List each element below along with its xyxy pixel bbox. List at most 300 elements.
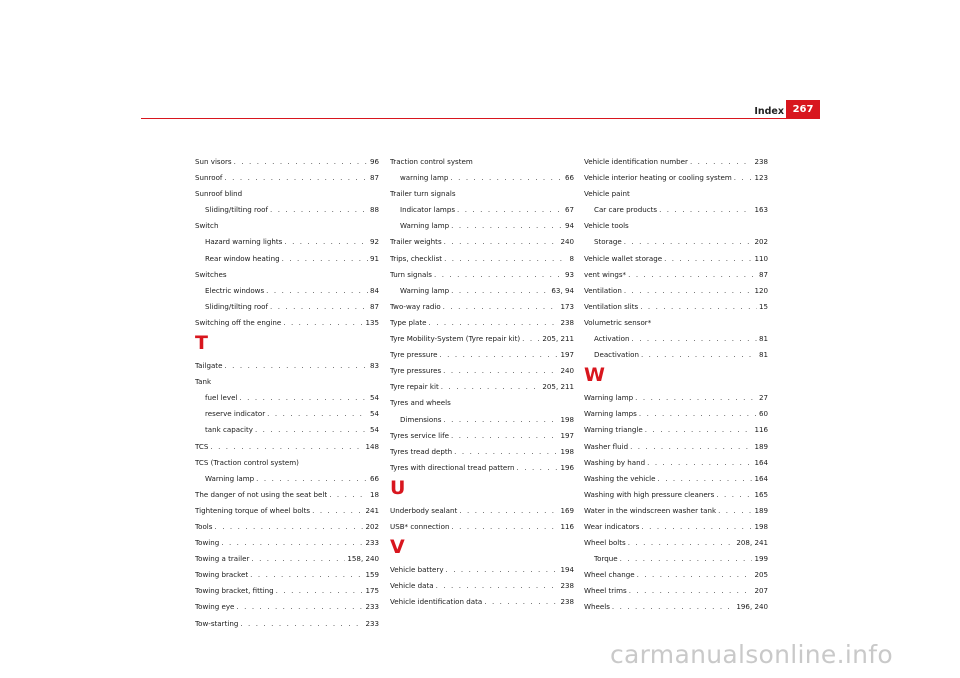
entry-term: Water in the windscreen washer tank xyxy=(584,505,717,515)
index-subentry xyxy=(195,390,379,406)
section-letter: T xyxy=(195,332,208,355)
entry-term: Warning lamps xyxy=(584,409,637,419)
dot-leader xyxy=(459,503,558,519)
dot-leader xyxy=(439,347,558,363)
dot-leader xyxy=(659,202,752,218)
index-subentry xyxy=(390,283,574,299)
entry-term: Warning lamp xyxy=(205,473,255,483)
dot-leader xyxy=(284,234,368,250)
entry-page-ref: 15 xyxy=(758,301,768,311)
dot-leader xyxy=(270,299,368,315)
index-entry xyxy=(195,455,379,471)
header-rule xyxy=(141,118,820,119)
dot-leader xyxy=(639,406,757,422)
entry-term: Tyre pressures xyxy=(390,366,442,376)
entry-page-ref: 87 xyxy=(369,301,379,311)
entry-term: Vehicle paint xyxy=(584,189,630,199)
index-entry xyxy=(584,422,768,438)
entry-term: Sun visors xyxy=(195,157,232,166)
entry-page-ref: 194 xyxy=(560,565,574,575)
entry-term: Underbody sealant xyxy=(390,505,458,515)
index-subentry xyxy=(390,202,574,218)
entry-term: Switches xyxy=(195,269,227,279)
entry-term: Washing with high pressure cleaners xyxy=(584,489,715,499)
dot-leader xyxy=(641,519,752,535)
index-entry xyxy=(390,315,574,331)
entry-term: Deactivation xyxy=(594,350,639,360)
entry-page-ref: 27 xyxy=(758,393,768,403)
entry-term: Washer fluid xyxy=(584,441,629,451)
entry-term: Switch xyxy=(195,221,219,231)
entry-page-ref: 165 xyxy=(754,489,768,499)
watermark: carmanualsonline.info xyxy=(610,640,893,669)
entry-page-ref: 110 xyxy=(754,253,768,263)
entry-page-ref: 135 xyxy=(365,317,379,327)
entry-term: Sliding/tilting roof xyxy=(205,205,268,215)
entry-term: Ventilation xyxy=(584,285,622,295)
entry-page-ref: 205, 211 xyxy=(542,334,574,344)
entry-page-ref: 208, 241 xyxy=(736,538,768,548)
page-number-badge: 267 xyxy=(786,100,820,118)
dot-leader xyxy=(250,567,363,583)
index-entry xyxy=(584,583,768,599)
index-entry xyxy=(195,374,379,390)
dot-leader xyxy=(624,234,753,250)
dot-leader xyxy=(267,406,368,422)
entry-page-ref: 123 xyxy=(754,173,768,183)
dot-leader xyxy=(451,428,558,444)
dot-leader xyxy=(210,439,363,455)
dot-leader xyxy=(443,363,558,379)
entry-term: Trailer weights xyxy=(390,237,442,247)
index-entry xyxy=(584,390,768,406)
entry-term: Sunroof xyxy=(195,173,223,183)
entry-page-ref: 238 xyxy=(560,581,574,591)
dot-leader xyxy=(234,154,368,170)
index-column-3 xyxy=(584,154,768,616)
index-entry xyxy=(584,283,768,299)
index-entry xyxy=(390,379,574,395)
dot-leader xyxy=(444,234,559,250)
dot-leader xyxy=(451,218,563,234)
entry-page-ref: 96 xyxy=(369,157,379,166)
dot-leader xyxy=(276,583,364,599)
entry-term: Vehicle battery xyxy=(390,565,444,575)
entry-term: Tightening torque of wheel bolts xyxy=(195,505,311,515)
entry-term: fuel level xyxy=(205,393,238,403)
entry-page-ref: 169 xyxy=(560,505,574,515)
index-entry xyxy=(584,251,768,267)
entry-term: Vehicle tools xyxy=(584,221,629,231)
index-entry xyxy=(390,299,574,315)
dot-leader xyxy=(716,487,752,503)
entry-page-ref: 233 xyxy=(365,618,379,628)
dot-leader xyxy=(734,170,753,186)
entry-term: Tyres and wheels xyxy=(390,398,451,408)
index-subentry xyxy=(390,170,574,186)
entry-page-ref: 66 xyxy=(564,173,574,183)
index-subentry xyxy=(390,218,574,234)
index-subentry xyxy=(584,234,768,250)
entry-page-ref: 66 xyxy=(369,473,379,483)
index-entry xyxy=(390,251,574,267)
entry-term: Tyre pressure xyxy=(390,350,438,360)
entry-term: Warning lamp xyxy=(400,221,450,231)
dot-leader xyxy=(329,487,368,503)
dot-leader xyxy=(637,567,753,583)
entry-term: Rear window heating xyxy=(205,253,280,263)
entry-term: Hazard warning lights xyxy=(205,237,283,247)
dot-leader xyxy=(624,283,753,299)
entry-term: Vehicle identification number xyxy=(584,157,688,166)
entry-page-ref: 120 xyxy=(754,285,768,295)
index-entry xyxy=(584,218,768,234)
entry-term: Vehicle wallet storage xyxy=(584,253,663,263)
entry-term: Two-way radio xyxy=(390,301,441,311)
dot-leader xyxy=(628,267,757,283)
entry-term: Towing eye xyxy=(195,602,235,612)
index-subentry xyxy=(584,202,768,218)
entry-term: Tyres tread depth xyxy=(390,446,453,456)
index-subentry xyxy=(195,251,379,267)
index-entry xyxy=(195,439,379,455)
entry-page-ref: 196 xyxy=(560,462,574,472)
index-entry xyxy=(195,315,379,331)
dot-leader xyxy=(641,347,757,363)
entry-page-ref: 54 xyxy=(369,425,379,435)
index-entry xyxy=(390,519,574,535)
index-entry xyxy=(584,170,768,186)
dot-leader xyxy=(255,422,368,438)
index-entry xyxy=(584,567,768,583)
entry-page-ref: 91 xyxy=(369,253,379,263)
dot-leader xyxy=(632,331,757,347)
entry-term: USB* connection xyxy=(390,521,450,531)
dot-leader xyxy=(628,535,735,551)
index-subentry xyxy=(195,299,379,315)
dot-leader xyxy=(718,503,752,519)
index-entry xyxy=(584,503,768,519)
section-letter: V xyxy=(390,536,405,559)
dot-leader xyxy=(283,315,363,331)
entry-term: Storage xyxy=(594,237,622,247)
dot-leader xyxy=(236,599,363,615)
index-subentry xyxy=(195,234,379,250)
entry-term: Ventilation slits xyxy=(584,301,639,311)
entry-page-ref: 198 xyxy=(560,446,574,456)
entry-term: Trailer turn signals xyxy=(390,189,456,199)
entry-term: Turn signals xyxy=(390,269,432,279)
entry-page-ref: 148 xyxy=(365,441,379,451)
entry-term: Tyre Mobility-System (Tyre repair kit) xyxy=(390,334,521,344)
entry-page-ref: 159 xyxy=(365,570,379,580)
entry-term: Indicator lamps xyxy=(400,205,456,215)
entry-term: Sunroof blind xyxy=(195,189,243,199)
entry-page-ref: 60 xyxy=(758,409,768,419)
entry-term: tank capacity xyxy=(205,425,253,435)
index-subentry xyxy=(584,331,768,347)
dot-leader xyxy=(640,299,757,315)
entry-term: Washing by hand xyxy=(584,457,646,467)
index-entry xyxy=(390,562,574,578)
index-entry xyxy=(195,154,379,170)
entry-term: Towing bracket xyxy=(195,570,249,580)
dot-leader xyxy=(647,455,752,471)
index-subentry xyxy=(584,551,768,567)
dot-leader xyxy=(312,503,363,519)
entry-page-ref: 54 xyxy=(369,393,379,403)
entry-page-ref: 18 xyxy=(369,489,379,499)
dot-leader xyxy=(451,519,558,535)
entry-term: Towing xyxy=(195,538,220,548)
entry-page-ref: 240 xyxy=(560,366,574,376)
dot-leader xyxy=(282,251,368,267)
entry-term: reserve indicator xyxy=(205,409,266,419)
entry-page-ref: 116 xyxy=(754,425,768,435)
index-entry xyxy=(195,186,379,202)
index-entry xyxy=(195,567,379,583)
dot-leader xyxy=(443,412,558,428)
entry-page-ref: 238 xyxy=(754,157,768,166)
index-entry xyxy=(195,503,379,519)
index-entry xyxy=(390,363,574,379)
dot-leader xyxy=(629,583,753,599)
dot-leader xyxy=(690,154,752,170)
dot-leader xyxy=(454,444,558,460)
entry-term: Torque xyxy=(594,554,618,564)
entry-term: Type plate xyxy=(390,317,427,327)
entry-term: Wheel bolts xyxy=(584,538,626,548)
dot-leader xyxy=(224,170,368,186)
dot-leader xyxy=(436,578,559,594)
entry-page-ref: 81 xyxy=(758,334,768,344)
dot-leader xyxy=(620,551,753,567)
entry-term: Vehicle data xyxy=(390,581,434,591)
entry-term: Activation xyxy=(594,334,630,344)
entry-page-ref: 196, 240 xyxy=(736,602,768,612)
dot-leader xyxy=(221,535,363,551)
dot-leader xyxy=(645,422,753,438)
dot-leader xyxy=(630,439,752,455)
index-entry xyxy=(390,154,574,170)
entry-page-ref: 81 xyxy=(758,350,768,360)
entry-term: Dimensions xyxy=(400,414,442,424)
index-entry xyxy=(390,460,574,476)
entry-term: Wheels xyxy=(584,602,610,612)
dot-leader xyxy=(517,460,559,476)
dot-leader xyxy=(224,358,368,374)
index-entry xyxy=(584,439,768,455)
index-entry xyxy=(390,444,574,460)
entry-term: vent wings* xyxy=(584,269,627,279)
index-entry xyxy=(584,455,768,471)
entry-term: Washing the vehicle xyxy=(584,473,656,483)
dot-leader xyxy=(251,551,345,567)
index-column-2 xyxy=(390,154,574,610)
entry-page-ref: 164 xyxy=(754,457,768,467)
index-entry xyxy=(390,428,574,444)
dot-leader xyxy=(240,616,363,632)
entry-page-ref: 199 xyxy=(754,554,768,564)
dot-leader xyxy=(256,471,368,487)
entry-page-ref: 207 xyxy=(754,586,768,596)
index-subentry xyxy=(390,412,574,428)
index-entry xyxy=(584,487,768,503)
entry-term: Wear indicators xyxy=(584,521,640,531)
index-entry xyxy=(390,186,574,202)
index-entry xyxy=(390,267,574,283)
entry-page-ref: 205 xyxy=(754,570,768,580)
entry-page-ref: 54 xyxy=(369,409,379,419)
index-entry xyxy=(584,599,768,615)
entry-page-ref: 189 xyxy=(754,441,768,451)
dot-leader xyxy=(266,283,368,299)
entry-page-ref: 83 xyxy=(369,361,379,371)
entry-page-ref: 164 xyxy=(754,473,768,483)
entry-page-ref: 198 xyxy=(560,414,574,424)
index-entry xyxy=(584,471,768,487)
dot-leader xyxy=(522,331,540,347)
index-subentry xyxy=(195,283,379,299)
dot-leader xyxy=(239,390,368,406)
dot-leader xyxy=(450,170,563,186)
entry-term: Tyre repair kit xyxy=(390,382,439,392)
entry-term: Tools xyxy=(195,521,213,531)
entry-term: Sliding/tilting roof xyxy=(205,301,268,311)
dot-leader xyxy=(451,283,549,299)
entry-page-ref: 197 xyxy=(560,350,574,360)
entry-page-ref: 198 xyxy=(754,521,768,531)
page-title: Index xyxy=(754,106,784,117)
index-entry xyxy=(195,551,379,567)
dot-leader xyxy=(443,299,559,315)
entry-page-ref: 92 xyxy=(369,237,379,247)
entry-term: Warning lamp xyxy=(400,285,450,295)
entry-page-ref: 238 xyxy=(560,597,574,607)
entry-page-ref: 93 xyxy=(564,269,574,279)
entry-page-ref: 205, 211 xyxy=(542,382,574,392)
index-entry xyxy=(195,599,379,615)
entry-term: Wheel change xyxy=(584,570,635,580)
index-subentry xyxy=(195,422,379,438)
entry-page-ref: 8 xyxy=(569,253,574,263)
index-entry xyxy=(195,535,379,551)
index-entry xyxy=(390,578,574,594)
index-entry xyxy=(390,395,574,411)
section-letter: W xyxy=(584,364,605,387)
entry-term: Vehicle identification data xyxy=(390,597,483,607)
dot-leader xyxy=(457,202,563,218)
index-entry xyxy=(390,347,574,363)
index-subentry xyxy=(195,471,379,487)
index-entry xyxy=(195,170,379,186)
index-entry xyxy=(584,535,768,551)
entry-term: Towing a trailer xyxy=(195,554,250,564)
entry-page-ref: 202 xyxy=(365,521,379,531)
index-entry xyxy=(390,234,574,250)
dot-leader xyxy=(612,599,735,615)
entry-page-ref: 63, 94 xyxy=(551,285,574,295)
index-entry xyxy=(195,358,379,374)
entry-page-ref: 67 xyxy=(564,205,574,215)
index-subentry xyxy=(584,347,768,363)
entry-page-ref: 189 xyxy=(754,505,768,515)
entry-term: Car care products xyxy=(594,205,658,215)
entry-page-ref: 94 xyxy=(564,221,574,231)
entry-term: Warning lamp xyxy=(584,393,634,403)
entry-term: Switching off the engine xyxy=(195,317,282,327)
dot-leader xyxy=(446,562,559,578)
index-entry xyxy=(195,487,379,503)
entry-page-ref: 84 xyxy=(369,285,379,295)
entry-page-ref: 116 xyxy=(560,521,574,531)
entry-page-ref: 233 xyxy=(365,538,379,548)
entry-page-ref: 87 xyxy=(369,173,379,183)
entry-term: Tank xyxy=(195,377,212,387)
entry-term: Trips, checklist xyxy=(390,253,443,263)
entry-page-ref: 238 xyxy=(560,317,574,327)
index-entry xyxy=(390,503,574,519)
entry-term: Volumetric sensor* xyxy=(584,317,652,327)
entry-term: Tow-starting xyxy=(195,618,239,628)
entry-term: Tyres service life xyxy=(390,430,449,440)
entry-term: Tyres with directional tread pattern xyxy=(390,462,515,472)
entry-term: Warning triangle xyxy=(584,425,643,435)
entry-page-ref: 202 xyxy=(754,237,768,247)
entry-page-ref: 88 xyxy=(369,205,379,215)
entry-page-ref: 175 xyxy=(365,586,379,596)
index-entry xyxy=(584,315,768,331)
dot-leader xyxy=(635,390,757,406)
dot-leader xyxy=(434,267,563,283)
entry-term: The danger of not using the seat belt xyxy=(195,489,328,499)
entry-page-ref: 197 xyxy=(560,430,574,440)
entry-term: Wheel trims xyxy=(584,586,627,596)
entry-term: Tailgate xyxy=(195,361,223,371)
index-entry xyxy=(195,583,379,599)
index-entry xyxy=(584,406,768,422)
dot-leader xyxy=(444,251,567,267)
index-entry xyxy=(195,267,379,283)
entry-page-ref: 173 xyxy=(560,301,574,311)
entry-term: Traction control system xyxy=(390,157,473,166)
entry-page-ref: 158, 240 xyxy=(347,554,379,564)
dot-leader xyxy=(429,315,559,331)
entry-term: warning lamp xyxy=(400,173,449,183)
entry-term: Vehicle interior heating or cooling system xyxy=(584,173,732,183)
index-entry xyxy=(584,519,768,535)
dot-leader xyxy=(214,519,363,535)
dot-leader xyxy=(270,202,368,218)
index-subentry xyxy=(195,406,379,422)
entry-term: Towing bracket, fitting xyxy=(195,586,274,596)
entry-term: Electric windows xyxy=(205,285,265,295)
dot-leader xyxy=(664,251,752,267)
index-entry xyxy=(584,299,768,315)
dot-leader xyxy=(484,594,558,610)
entry-page-ref: 233 xyxy=(365,602,379,612)
entry-page-ref: 87 xyxy=(758,269,768,279)
index-entry xyxy=(390,331,574,347)
section-letter: U xyxy=(390,476,406,499)
index-entry xyxy=(195,218,379,234)
entry-page-ref: 163 xyxy=(754,205,768,215)
index-entry xyxy=(195,616,379,632)
entry-page-ref: 240 xyxy=(560,237,574,247)
index-entry xyxy=(584,186,768,202)
index-entry xyxy=(390,594,574,610)
dot-leader xyxy=(441,379,541,395)
